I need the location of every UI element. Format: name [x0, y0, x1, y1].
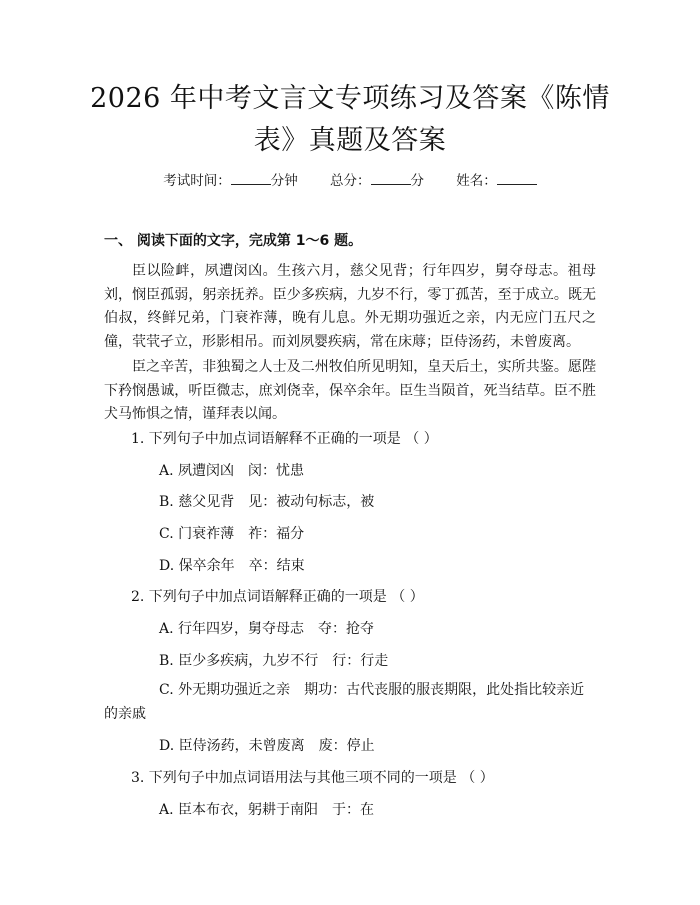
passage-paragraph-1: 臣以险衅，夙遭闵凶。生孩六月，慈父见背；行年四岁，舅夺母志。祖母刘，悯臣孤弱，躬亲抚养。臣少多疾病，九岁不行，零丁孤苦，至于成立。既无伯叔，终鲜兄弟，门衰祚薄，晚有儿息。外无期功强近之亲，内无应门五尺之僮，茕茕孑立，形影相吊。而刘夙婴疾病，常在床蓐；臣侍汤药，未曾废离。: [104, 263, 596, 350]
question-2-option-a: A. 行年四岁，舅夺母志 夺：抢夺: [159, 621, 375, 637]
score-blank: [371, 172, 411, 185]
question-2-option-c: C. 外无期功强近之亲 期功：古代丧服的服丧期限，此处指比较亲近的亲戚: [104, 682, 585, 722]
name-blank: [497, 172, 537, 185]
question-1-option-d: D. 保卒余年 卒：结束: [159, 558, 305, 574]
question-3-option-a: A. 臣本布衣，躬耕于南阳 于：在: [159, 802, 375, 818]
exam-score: 总分： 分: [330, 173, 424, 189]
question-2-option-b: B. 臣少多疾病，九岁不行 行：行走: [159, 653, 389, 669]
time-blank: [231, 172, 271, 185]
question-3: 3. 下列句子中加点词语用法与其他三项不同的一项是 （ ）: [131, 770, 494, 786]
question-2: 2. 下列句子中加点词语解释正确的一项是 （ ）: [131, 589, 424, 605]
question-2-option-d: D. 臣侍汤药，未曾废离 废：停止: [159, 738, 375, 754]
document-title: [90, 78, 610, 162]
question-1-option-c: C. 门衰祚薄 祚：福分: [159, 526, 305, 542]
exam-info: [0, 169, 700, 189]
question-1: 1. 下列句子中加点词语解释不正确的一项是 （ ）: [131, 431, 438, 447]
exam-time: 考试时间： 分钟: [163, 173, 298, 189]
question-1-option-b: B. 慈父见背 见：被动句标志，被: [159, 494, 375, 510]
title-line-1: 2026 年中考文言文专项练习及答案《陈情: [90, 83, 610, 114]
passage-paragraph-2: 臣之辛苦，非独蜀之人士及二州牧伯所见明知，皇天后土，实所共鉴。愿陛下矜悯愚诚，听臣微志，庶刘侥幸，保卒余年。臣生当陨首，死当结草。臣不胜犬马怖惧之情，谨拜表以闻。: [104, 359, 596, 422]
section-heading: 一、 阅读下面的文字，完成第 1～6 题。: [104, 233, 363, 249]
exam-name: 姓名：: [456, 173, 537, 189]
question-1-option-a: A. 夙遭闵凶 闵：忧患: [159, 463, 305, 479]
title-line-2: 表》真题及答案: [253, 125, 447, 156]
